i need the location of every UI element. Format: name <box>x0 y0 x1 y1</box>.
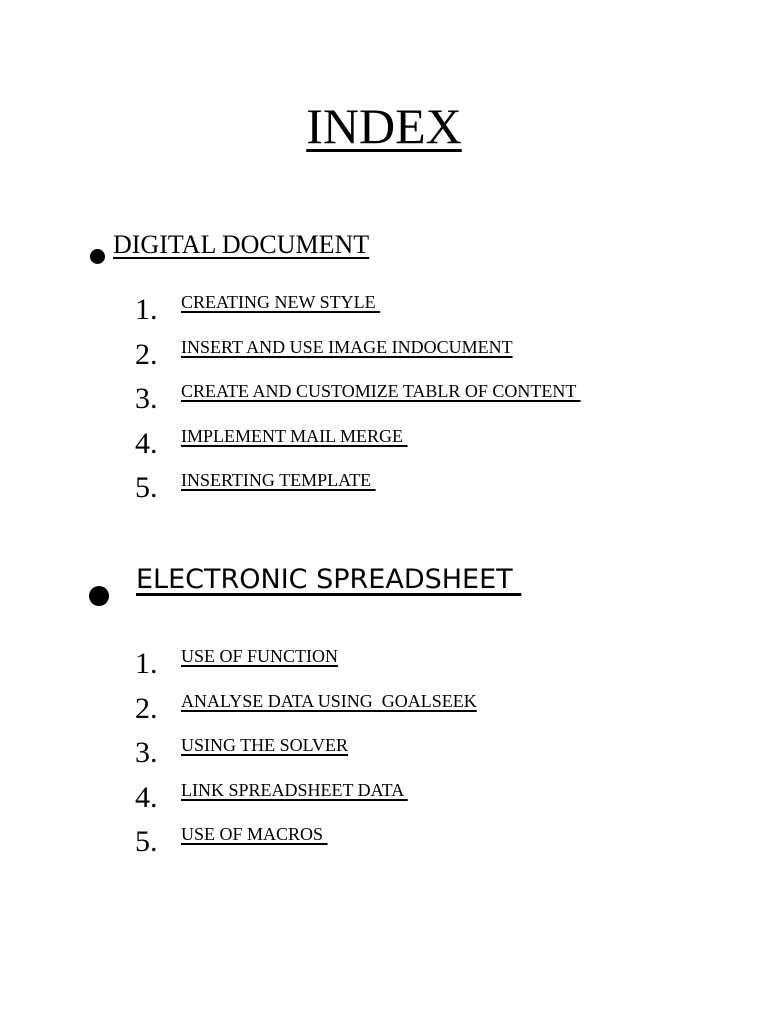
list-item-number: 1. <box>135 647 158 680</box>
list-item-number: 1. <box>135 293 158 326</box>
section-bullet-icon <box>89 586 109 606</box>
section-bullet-icon <box>90 249 105 264</box>
list-item-text: ANALYSE DATA USING GOALSEEK <box>181 690 477 711</box>
list-item-text: INSERTING TEMPLATE <box>181 470 376 490</box>
page-title-text: INDEX <box>306 98 462 154</box>
section-heading-digital-document: DIGITAL DOCUMENT <box>113 230 370 259</box>
list-item-text: IMPLEMENT MAIL MERGE <box>181 425 408 446</box>
list-item-number: 5. <box>135 471 158 504</box>
list-item <box>0 379 768 424</box>
list-item <box>0 778 768 823</box>
electronic-spreadsheet-list <box>0 644 768 867</box>
list-item <box>0 822 768 867</box>
list-item-number: 5. <box>135 825 158 858</box>
list-item-number: 2. <box>135 691 158 725</box>
list-item-text: USE OF MACROS <box>181 824 328 844</box>
list-item <box>0 644 768 689</box>
list-item-text: INSERT AND USE IMAGE INDOCUMENT <box>181 336 513 357</box>
digital-document-list <box>0 290 768 513</box>
list-item-number: 4. <box>135 426 158 460</box>
list-item <box>0 468 768 513</box>
list-item-text: CREATING NEW STYLE <box>181 292 381 312</box>
section-heading-electronic-spreadsheet: ELECTRONIC SPREADSHEET <box>136 564 522 595</box>
list-item-text: USING THE SOLVER <box>181 735 349 755</box>
list-item-number: 4. <box>135 780 158 814</box>
list-item-text: CREATE AND CUSTOMIZE TABLR OF CONTENT <box>181 381 581 401</box>
list-item-text: USE OF FUNCTION <box>181 646 339 666</box>
list-item-text: LINK SPREADSHEET DATA <box>181 779 408 800</box>
list-item-number: 3. <box>135 736 158 769</box>
list-item <box>0 335 768 380</box>
list-item <box>0 733 768 778</box>
page-title <box>0 96 768 156</box>
list-item-number: 3. <box>135 382 158 415</box>
list-item-number: 2. <box>135 337 158 371</box>
list-item <box>0 689 768 734</box>
list-item <box>0 424 768 469</box>
list-item <box>0 290 768 335</box>
